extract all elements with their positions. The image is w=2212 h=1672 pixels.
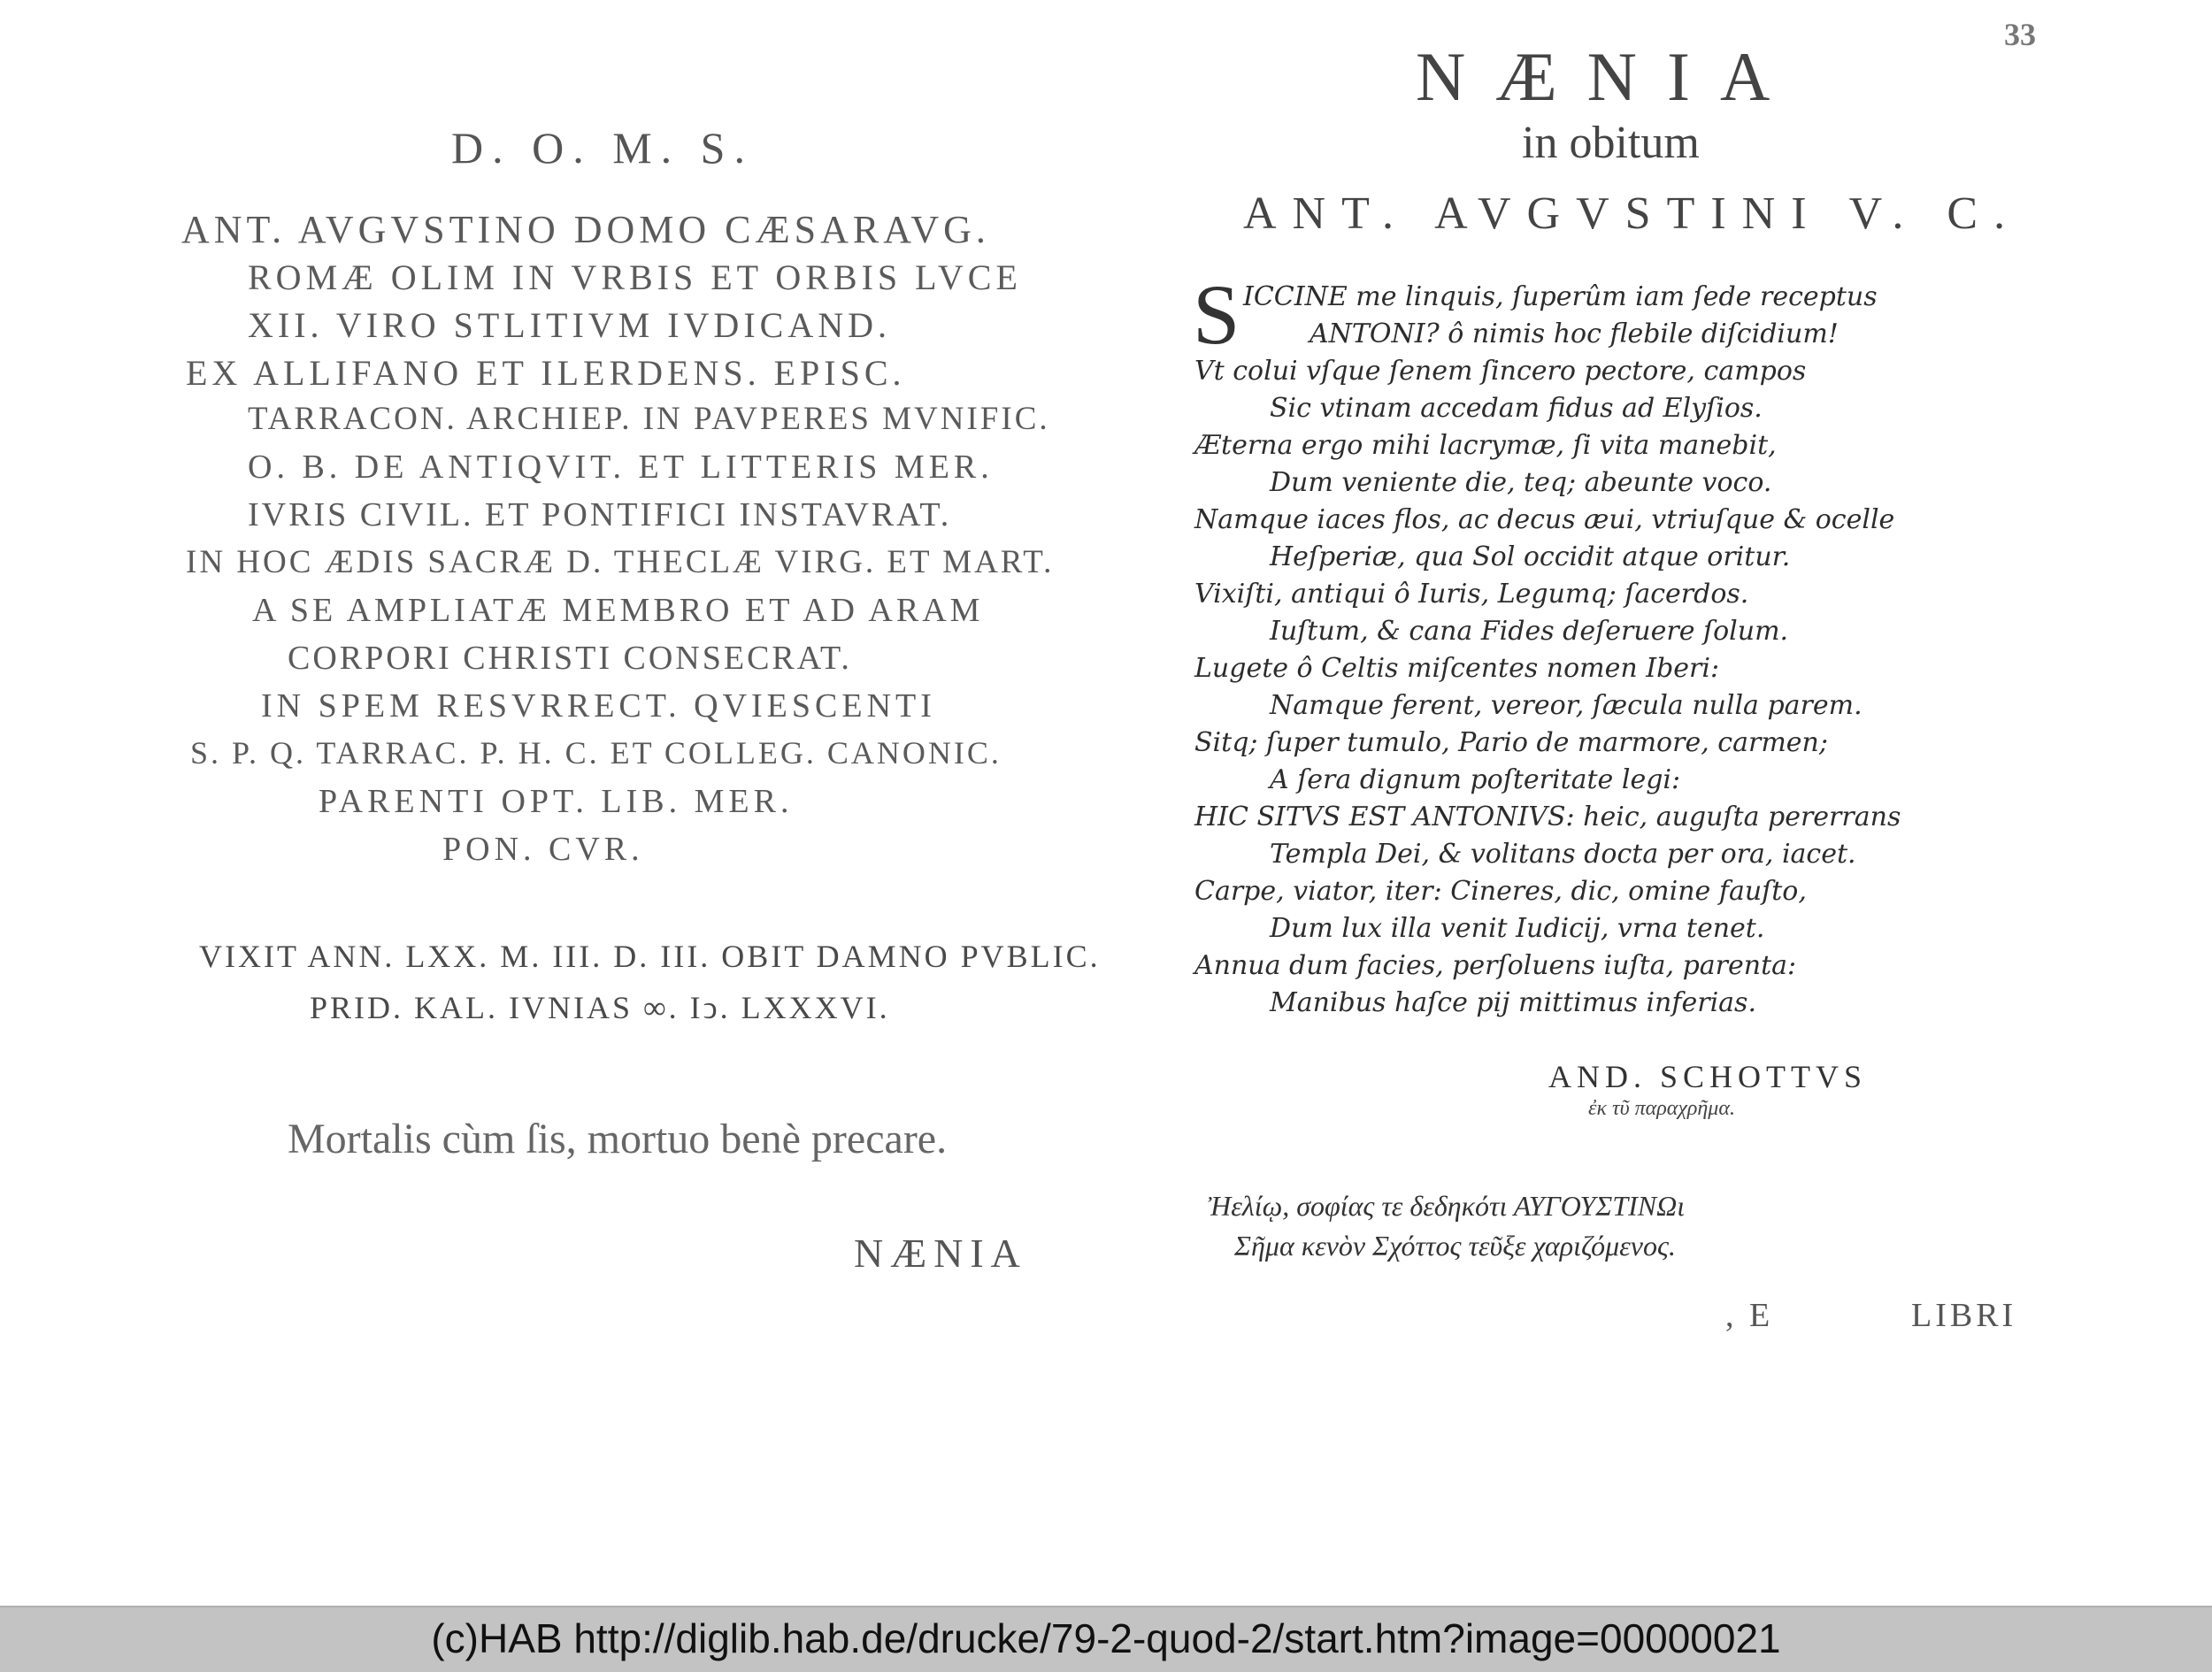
verse-line: Vixiſti, antiqui ô Iuris, Legumq; ſacerdos. [1194, 579, 1749, 610]
footer-credit: (c)HAB http://diglib.hab.de/drucke/79-2-quod-2/start.htm?image=00000021 [431, 1615, 1781, 1661]
page-number: 33 [2004, 17, 2036, 52]
verse-line: Carpe, viator, iter: Cineres, dic, omine fauſto, [1194, 876, 1807, 907]
poem-name-line: ANT. AVGVSTINI V. C. [1243, 188, 2022, 239]
inscription-line: ANT. AVGVSTINO DOMO CÆSARAVG. [181, 208, 990, 251]
verse-line: Æterna ergo mihi lacrymæ, ſi vita manebit, [1194, 430, 1777, 461]
catchword-left: , E [1725, 1297, 1774, 1334]
verse-line: Namque ferent, vereor, ſæcula nulla parem. [1270, 690, 1863, 721]
inscription-line: PON. CVR. [442, 831, 644, 868]
verse-line: Vt colui vſque ſenem ſincero pectore, campos [1194, 356, 1807, 387]
inscription-line: XII. VIRO STLITIVM IVDICAND. [248, 305, 891, 345]
inscription-line: O. B. DE ANTIQVIT. ET LITTERIS MER. [248, 449, 994, 486]
motto: Mortalis cùm ſis, mortuo benè precare. [288, 1116, 948, 1162]
verse-line: Annua dum facies, perſoluens iuſta, parenta: [1194, 950, 1797, 981]
verse-line: Manibus haſce pij mittimus inferias. [1270, 987, 1756, 1018]
verse-line: A ſera dignum poſteritate legi: [1270, 764, 1681, 795]
signature-note: ἐκ τῦ παραχρῆμα. [1588, 1097, 1735, 1120]
verse-line: Namque iaces flos, ac decus æui, vtriuſque & ocelle [1194, 504, 1895, 535]
verse-line: Dum veniente die, teq; abeunte voco. [1270, 467, 1772, 498]
vixit-line: PRID. KAL. IVNIAS ∞. Іↄ. LXXXVI. [310, 990, 890, 1025]
verse-line: ICCINE me linquis, ſuperûm iam ſede receptus [1243, 281, 1878, 312]
inscription-line: ROMÆ OLIM IN VRBIS ET ORBIS LVCE [248, 257, 1022, 297]
inscription-line: S. P. Q. TARRAC. P. H. C. ET COLLEG. CANONIC. [190, 735, 1002, 771]
greek-line: Ἠελίῳ, σοφίας τε δεδηκότι ΑΥΓΟΥΣΤΙΝΩι [1208, 1190, 1686, 1222]
inscription-line: IN SPEM RESVRRECT. QVIESCENTI [261, 687, 936, 725]
inscription-line: EX ALLIFANO ET ILERDENS. EPISC. [186, 353, 906, 393]
vixit-line: VIXIT ANN. LXX. M. III. D. III. OBIT DAMNO PVBLIC. [199, 939, 1101, 974]
verse-line: HIC SITVS EST ANTONIVS: heic, auguſta pererrans [1194, 801, 1901, 832]
inscription-line: PARENTI OPT. LIB. MER. [319, 783, 794, 820]
inscription-line: CORPORI CHRISTI CONSECRAT. [288, 640, 852, 677]
inscription-line: IVRIS CIVIL. ET PONTIFICI INSTAVRAT. [248, 496, 952, 533]
verse-line: Sitq; ſuper tumulo, Pario de marmore, carmen; [1194, 727, 1828, 758]
footer-bar [0, 1606, 2212, 1672]
greek-line: Σῆμα κενὸν Σχόττος τεῦξε χαριζόμενος. [1234, 1230, 1676, 1262]
right-page [1177, 0, 2212, 1606]
catchword-right: LIBRI [1911, 1297, 2017, 1334]
verse-line: Templa Dei, & volitans docta per ora, iacet. [1270, 839, 1856, 870]
doms-heading: D. O. M. S. [451, 123, 754, 173]
inscription-line: TARRACON. ARCHIEP. IN PAVPERES MVNIFIC. [248, 401, 1050, 437]
signature: AND. SCHOTTVS [1548, 1059, 1868, 1094]
verse-line: ANTONI? ô nimis hoc flebile diſcidium! [1310, 318, 1839, 349]
verse-line: Heſperiæ, qua Sol occidit atque oritur. [1270, 541, 1791, 572]
catchword: NÆNIA [854, 1231, 1027, 1276]
inscription-line: IN HOC ÆDIS SACRÆ D. THECLÆ VIRG. ET MART. [186, 544, 1055, 580]
poem-subtitle: in obitum [1522, 118, 1700, 168]
poem-title: NÆNIA [1416, 38, 1801, 115]
drop-cap: S [1193, 267, 1240, 362]
verse-line: Dum lux illa venit Iudicij, vrna tenet. [1270, 913, 1765, 944]
verse-line: Iuſtum, & cana Fides deſeruere ſolum. [1270, 616, 1789, 647]
verse-line: Sic vtinam accedam fidus ad Elyſios. [1270, 393, 1763, 424]
inscription-line: A SE AMPLIATÆ MEMBRO ET AD ARAM [252, 592, 984, 629]
verse-line: Lugete ô Celtis miſcentes nomen Iberi: [1194, 653, 1720, 684]
